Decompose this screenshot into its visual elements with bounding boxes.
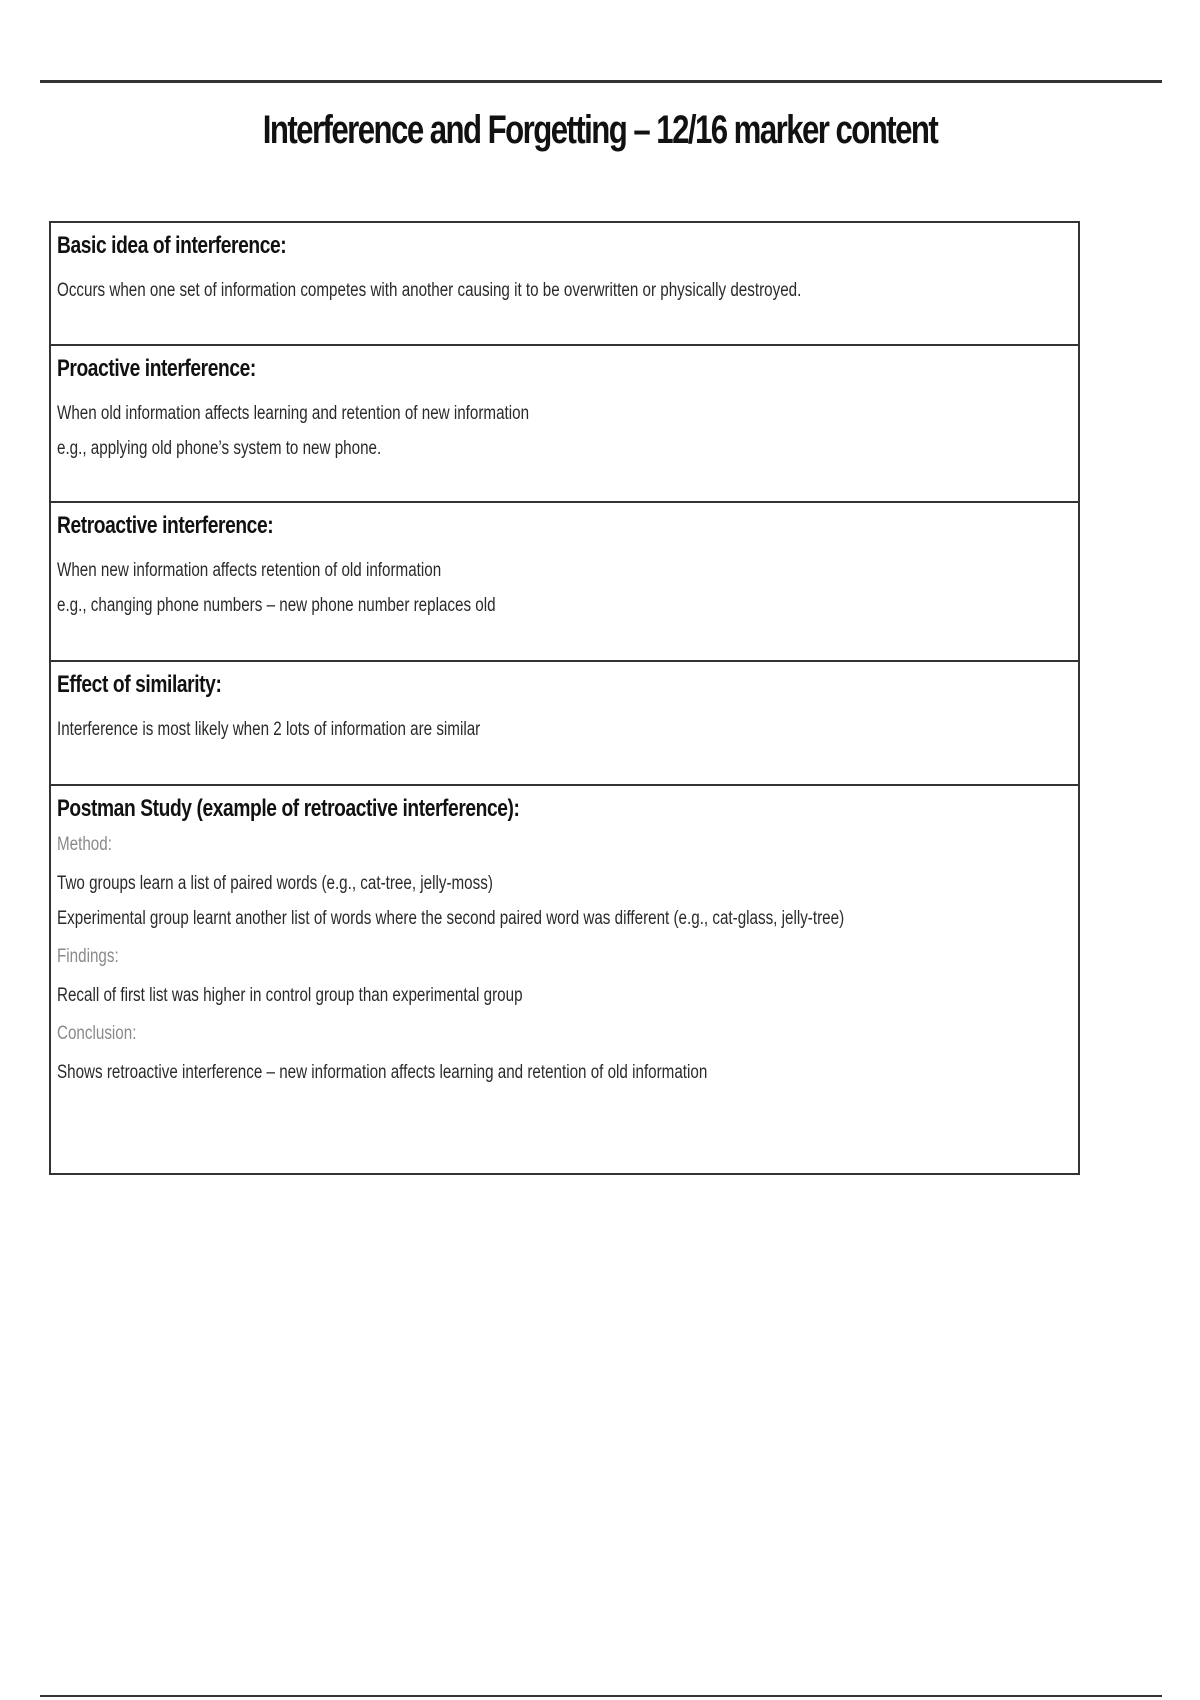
section-similarity: [51, 662, 1078, 786]
section-text: Occurs when one set of information competes with another causing it to be overwritten or physically destroyed.: [57, 280, 802, 301]
findings-text: Recall of first list was higher in control group than experimental group: [57, 985, 523, 1006]
section-heading: Basic idea of interference:: [57, 232, 287, 259]
findings-label: Findings:: [57, 946, 119, 967]
bottom-divider: [40, 1695, 1162, 1697]
section-example: e.g., applying old phone’s system to new phone.: [57, 438, 382, 459]
section-heading: Postman Study (example of retroactive interference):: [57, 795, 520, 822]
section-text: Interference is most likely when 2 lots of information are similar: [57, 719, 481, 740]
section-postman-study: [51, 786, 1078, 1173]
page-title: Interference and Forgetting – 12/16 marker content: [262, 108, 938, 152]
section-basic-idea: [51, 223, 1078, 346]
section-retroactive: [51, 503, 1078, 662]
method-text: Experimental group learnt another list of words where the second paired word was different (e.g., cat-glass, jelly-tree): [57, 908, 845, 929]
conclusion-label: Conclusion:: [57, 1023, 137, 1044]
top-divider: [40, 80, 1162, 83]
section-example: e.g., changing phone numbers – new phone number replaces old: [57, 595, 496, 616]
content-table: [49, 221, 1080, 1175]
method-label: Method:: [57, 834, 112, 855]
conclusion-text: Shows retroactive interference – new information affects learning and retention of old information: [57, 1062, 708, 1083]
section-proactive: [51, 346, 1078, 503]
section-heading: Retroactive interference:: [57, 512, 274, 539]
method-text: Two groups learn a list of paired words (e.g., cat-tree, jelly-moss): [57, 873, 493, 894]
section-heading: Proactive interference:: [57, 355, 256, 382]
section-heading: Effect of similarity:: [57, 671, 222, 698]
section-text: When old information affects learning and retention of new information: [57, 403, 530, 424]
section-text: When new information affects retention of old information: [57, 560, 442, 581]
